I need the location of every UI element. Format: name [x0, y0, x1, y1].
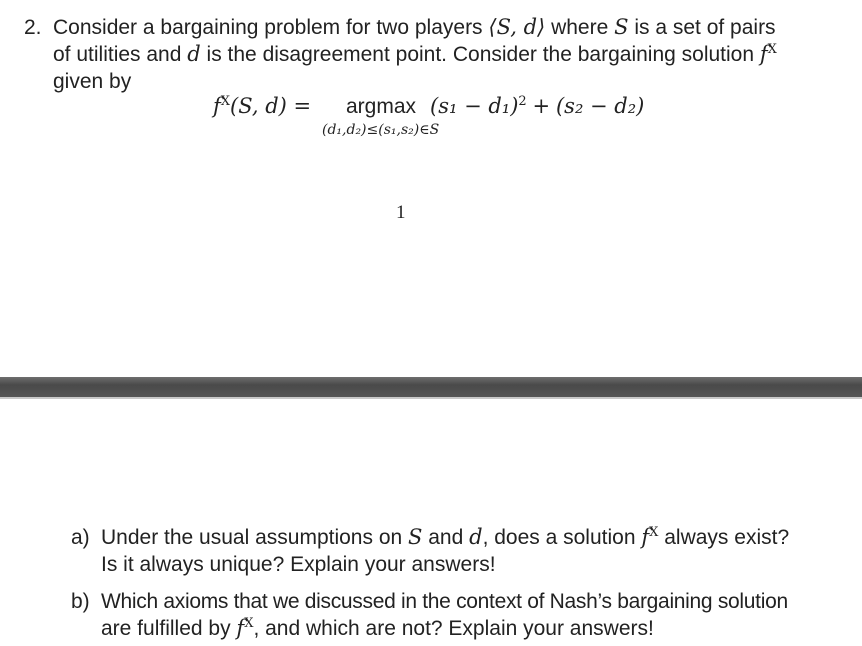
question-b-line-1: Which axioms that we discussed in the context of Nash’s bargaining solution	[101, 590, 788, 613]
disagreement-point-symbol: d	[187, 42, 201, 66]
problem-line-2-text-b: is the disagreement point. Consider the bargaining solution	[200, 43, 760, 66]
page-number: 1	[396, 202, 406, 223]
formula-constraint: (d₁,d₂)≤(s₁,s₂)∈S	[322, 122, 440, 138]
formula-lhs	[213, 94, 311, 119]
formula-objective	[430, 94, 644, 119]
question-b-line-2	[101, 615, 654, 642]
question-a-line-2: Is it always unique? Explain your answers!	[101, 553, 496, 576]
question-a-text-b: and	[422, 526, 470, 549]
question-b-label: b)	[71, 590, 90, 613]
problem-line-2	[53, 41, 777, 68]
problem-line-1	[53, 14, 776, 41]
question-a-f-superscript: X	[649, 525, 659, 540]
problem-line-1-text-c: is a set of pairs	[628, 16, 776, 39]
formula-f-symbol: f	[213, 94, 221, 118]
problem-line-1-text-a: Consider a bargaining problem for two players	[53, 16, 489, 39]
formula-plus: +	[532, 94, 551, 118]
bargaining-problem-tuple: ⟨S, d⟩	[488, 15, 546, 39]
set-s-symbol: S	[614, 15, 629, 39]
solution-f-superscript: X	[767, 42, 777, 57]
question-a-text-e: always exist?	[658, 526, 790, 549]
question-a-text-a: Under the usual assumptions on	[101, 526, 409, 549]
question-a-s-symbol: S	[408, 525, 423, 549]
page-break-shadow	[0, 397, 862, 399]
problem-number: 2.	[24, 16, 42, 39]
question-a-label: a)	[71, 526, 90, 549]
solution-f-symbol: f	[759, 42, 768, 66]
problem-line-1-text-b: where	[545, 16, 615, 39]
formula-argmax: argmax	[346, 95, 417, 118]
formula-f-superscript: X	[220, 94, 231, 109]
question-b-f-superscript: X	[244, 616, 254, 631]
question-b-text-a: are fulfilled by	[101, 617, 237, 640]
question-a-d-symbol: d	[469, 525, 483, 549]
formula-term-2: (s₂ − d₂)	[555, 94, 645, 118]
problem-line-2-text-a: of utilities and	[53, 43, 188, 66]
question-a-text-c: , does a solution	[482, 526, 642, 549]
formula-lhs-args: (S, d) =	[230, 94, 312, 118]
problem-line-3: given by	[53, 70, 132, 93]
question-b-f-symbol: f	[236, 616, 245, 640]
formula-term-1: (s₁ − d₁)	[430, 94, 519, 118]
question-a-f-symbol: f	[641, 525, 650, 549]
question-a-line-1	[101, 524, 789, 551]
formula-term-1-exponent: 2	[518, 94, 527, 109]
page-break-divider	[0, 377, 862, 397]
question-b-text-b: , and which are not? Explain your answers!	[253, 617, 654, 640]
